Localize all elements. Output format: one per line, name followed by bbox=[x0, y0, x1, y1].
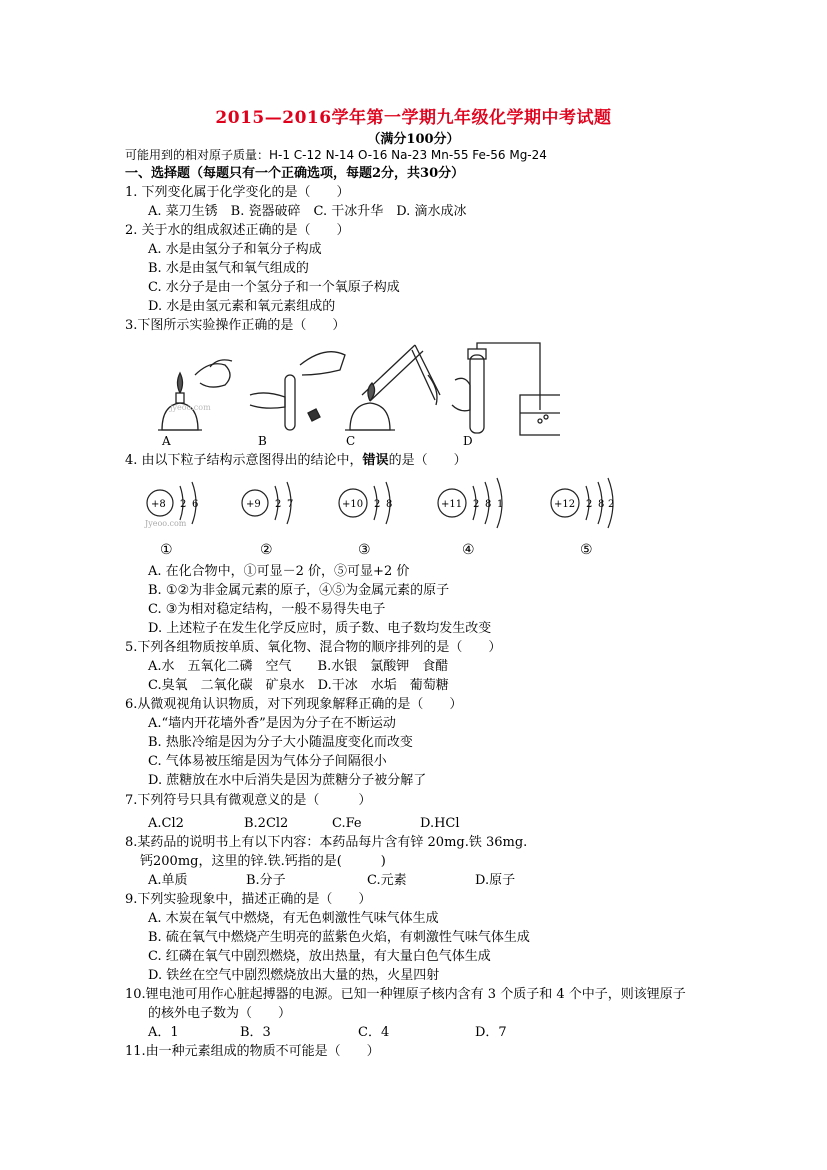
lab-operations-figure bbox=[140, 335, 560, 450]
question-7-option-b: B.2Cl2 bbox=[244, 816, 289, 831]
atom-2-nucleus: +9 bbox=[246, 499, 261, 510]
question-8-option-c: C.元素 bbox=[367, 873, 407, 888]
question-8-option-d: D.原子 bbox=[475, 873, 516, 888]
svg-text:2: 2 bbox=[180, 499, 187, 510]
figure-label-b: B bbox=[258, 434, 267, 448]
question-7-option-c: C.Fe bbox=[332, 816, 362, 831]
question-5-options-cd: C.臭氧 二氧化碳 矿泉水 D.干冰 水垢 葡萄糖 bbox=[148, 678, 449, 693]
question-10-continued: 的核外电子数为（ ） bbox=[148, 1006, 292, 1021]
question-8-option-a: A.单质 bbox=[148, 873, 188, 888]
question-9-option-d: D. 铁丝在空气中剧烈燃烧放出大量的热，火星四射 bbox=[148, 968, 440, 983]
atom-4-nucleus: +11 bbox=[441, 499, 463, 510]
atom-4-number: ④ bbox=[462, 542, 475, 558]
question-9-option-a: A. 木炭在氧气中燃烧，有无色刺激性气味气体生成 bbox=[148, 911, 439, 926]
figure-label-d: D bbox=[463, 434, 473, 448]
question-4-option-d: D. 上述粒子在发生化学反应时，质子数、电子数均发生改变 bbox=[148, 621, 492, 636]
svg-text:2: 2 bbox=[586, 499, 593, 510]
svg-text:8: 8 bbox=[386, 499, 393, 510]
question-6-option-d: D. 蔗糖放在水中后消失是因为蔗糖分子被分解了 bbox=[148, 773, 427, 788]
figure-a-alcohol-lamp bbox=[158, 360, 232, 430]
question-6: 6.从微观视角认识物质，对下列现象解释正确的是（ ） bbox=[125, 697, 463, 712]
question-2-option-d: D. 水是由氢元素和氧元素组成的 bbox=[148, 299, 336, 314]
svg-text:7: 7 bbox=[287, 499, 294, 510]
atom-3-number: ③ bbox=[358, 542, 371, 558]
svg-text:8: 8 bbox=[485, 499, 492, 510]
figure-label-c: C bbox=[346, 434, 356, 448]
question-10-option-c: C．4 bbox=[358, 1025, 390, 1040]
question-10-option-b: B．3 bbox=[240, 1025, 271, 1040]
svg-text:2: 2 bbox=[608, 499, 615, 510]
question-10-option-d: D．7 bbox=[475, 1025, 507, 1040]
question-9-option-c: C. 红磷在氧气中剧烈燃烧，放出热量，有大量白色气体生成 bbox=[148, 949, 491, 964]
question-9: 9.下列实验现象中，描述正确的是（ ） bbox=[125, 892, 372, 907]
section-heading: 一、选择题（每题只有一个正确选项，每题2分，共30分） bbox=[125, 166, 465, 181]
question-8-option-b: B.分子 bbox=[246, 873, 286, 888]
question-6-option-c: C. 气体易被压缩是因为气体分子间隔很小 bbox=[148, 754, 387, 769]
question-8: 8.某药品的说明书上有以下内容：本药品每片含有锌 20mg.铁 36mg. bbox=[125, 835, 528, 850]
question-2: 2. 关于水的组成叙述正确的是（ ） bbox=[125, 223, 350, 238]
question-5-options-ab: A.水 五氧化二磷 空气 B.水银 氯酸钾 食醋 bbox=[148, 659, 449, 674]
question-4-option-a: A. 在化合物中，①可显－2 价，⑤可显+2 价 bbox=[148, 564, 410, 579]
question-7-option-a: A.Cl2 bbox=[148, 816, 184, 831]
particle-structure-figure bbox=[140, 468, 620, 563]
svg-text:1: 1 bbox=[497, 499, 504, 510]
svg-text:2: 2 bbox=[374, 499, 381, 510]
atom-1-nucleus: +8 bbox=[151, 499, 166, 510]
question-6-option-a: A.“墙内开花墙外香”是因为分子在不断运动 bbox=[148, 716, 396, 731]
question-4: 4. 由以下粒子结构示意图得出的结论中，错误的是（ ） bbox=[125, 453, 467, 468]
question-1-options: A. 菜刀生锈 B. 瓷器破碎 C. 干冰升华 D. 滴水成冰 bbox=[148, 204, 467, 219]
question-1: 1. 下列变化属于化学变化的是（ ） bbox=[125, 185, 350, 200]
figure-label-a: A bbox=[162, 434, 171, 448]
figure-d-airtight-check bbox=[452, 343, 560, 435]
atom-5-number: ⑤ bbox=[580, 542, 593, 558]
svg-text:2: 2 bbox=[275, 499, 282, 510]
figure-c-heating bbox=[345, 345, 440, 430]
svg-text:2: 2 bbox=[473, 499, 480, 510]
atomic-masses: 可能用到的相对原子质量：H-1 C-12 N-14 O-16 Na-23 Mn-55 Fe-56 Mg-24 bbox=[125, 148, 547, 162]
emphasis-wrong: 错误 bbox=[362, 453, 389, 468]
question-7-option-d: D.HCl bbox=[420, 816, 460, 831]
question-4-option-b: B. ①②为非金属元素的原子，④⑤为金属元素的原子 bbox=[148, 583, 450, 598]
question-6-option-b: B. 热胀冷缩是因为分子大小随温度变化而改变 bbox=[148, 735, 413, 750]
question-7: 7.下列符号只具有微观意义的是（ ） bbox=[125, 793, 372, 808]
watermark-text: jyeoo.com bbox=[170, 403, 211, 412]
question-8-continued: 钙200mg，这里的锌.铁.钙指的是( ) bbox=[140, 854, 386, 869]
question-11: 11.由一种元素组成的物质不可能是（ ） bbox=[125, 1044, 380, 1059]
svg-text:6: 6 bbox=[192, 499, 199, 510]
atom-5-nucleus: +12 bbox=[554, 499, 576, 510]
question-4-option-c: C. ③为相对稳定结构，一般不易得失电子 bbox=[148, 602, 386, 617]
question-2-option-c: C. 水分子是由一个氢分子和一个氧原子构成 bbox=[148, 280, 400, 295]
question-2-option-b: B. 水是由氢气和氧气组成的 bbox=[148, 261, 309, 276]
atom-2-number: ② bbox=[260, 542, 273, 558]
watermark-text: Jyeoo.com bbox=[145, 519, 187, 528]
question-10-option-a: A．1 bbox=[148, 1025, 179, 1040]
question-3: 3.下图所示实验操作正确的是（ ） bbox=[125, 318, 346, 333]
exam-title: 2015—2016学年第一学期九年级化学期中考试题 bbox=[215, 108, 612, 128]
svg-text:8: 8 bbox=[598, 499, 605, 510]
exam-subtitle: （满分100分） bbox=[367, 132, 460, 147]
atom-1-number: ① bbox=[160, 542, 173, 558]
question-9-option-b: B. 硫在氧气中燃烧产生明亮的蓝紫色火焰，有刺激性气味气体生成 bbox=[148, 930, 530, 945]
question-2-option-a: A. 水是由氢分子和氧分子构成 bbox=[148, 242, 322, 257]
question-10: 10.锂电池可用作心脏起搏器的电源。已知一种锂原子核内含有 3 个质子和 4 个中子，则该锂原子 bbox=[125, 987, 686, 1002]
figure-b-test-tube bbox=[250, 352, 345, 430]
question-5: 5.下列各组物质按单质、氧化物、混合物的顺序排列的是（ ） bbox=[125, 640, 502, 655]
atom-3-nucleus: +10 bbox=[342, 499, 364, 510]
